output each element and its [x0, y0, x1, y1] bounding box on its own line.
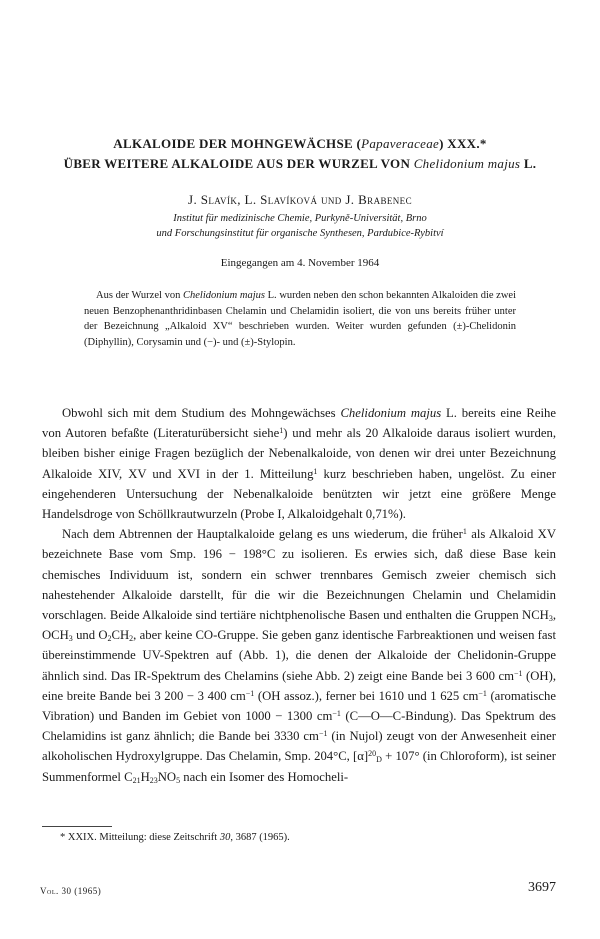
title-line-2: ÜBER WEITERE ALKALOIDE AUS DER WURZEL VON Chelidonium majus L.: [63, 156, 537, 171]
footnote-rule: [42, 826, 112, 827]
body-text: [42, 403, 556, 787]
abstract: Aus der Wurzel von Chelidonium majus L. wurden neben den schon bekannten Alkaloiden die zwei neuen Benzophenanthridinbasen Chelamin und Chelamidin isoliert, die von uns bereits früher unter der Bezeichnung „Alkaloid XV“ beschrieben wurden. Weiter wurden gefunden (±)-Chelidonin (Diphyllin), Corysamin und (−)- und (±)-Stylopin.: [84, 290, 516, 348]
paragraph-2: Nach dem Abtrennen der Hauptalkaloide gelang es uns wiederum, die früher$^1$ als Alkaloid XV bezeichnete Base vom Smp. 196 − 198°C zu isolieren. Es erwies sich, daß diese Base kein chemisches Individuum ist, sondern ein schwer trennbares Gemisch zweier chemisch sich nahestehender Alkaloide darstellt, für die wir die Bezeichnungen Chelamin und Chelamidin vorschlagen. Beide Alkaloide sind tertiäre nichtphenolische Basen und enthalten die Gruppen $NCH_3$, $OCH_3$ und $O_2CH_2$, aber keine CO-Gruppe. Sie geben ganz identische Farbreaktionen und weisen fast übereinstimmende UV-Spektren auf (Abb. 1), die denen der Alkaloide der Chelidonin-Gruppe ähnlich sind. Das IR-Spektrum des Chelamins (siehe Abb. 2) zeigt eine Bande bei 3 600 $cm^{-1}$ (OH), eine breite Bande bei 3 200 − 3 400 $cm^{-1}$ (OH assoz.), ferner bei 1610 und 1 625 $cm^{-1}$ (aromatische Vibration) und Banden im Gebiet von 1000 − 1300 $cm^{-1}$ (C—O—C-Bindung). Das Spektrum des Chelamidins ist ganz ähnlich; die Bande bei 3330 $cm^{-1}$ (in Nujol) zeugt von der Anwesenheit einer alkoholischen Hydroxylgruppe. Das Chelamin, Smp. 204°C, $[\alpha]^{20}_D + 107^\circ$ (in Chloroform), ist seiner Summenformel $C_{21}H_{23}NO_5$ nach ein Isomer des Homocheli-: [42, 527, 557, 785]
institution-2: und Forschungsinstitut für organische Synthesen, Pardubice-Rybitví: [156, 228, 444, 239]
journal-reference: Vol. 30 (1965): [40, 886, 102, 896]
institution-1: Institut für medizinische Chemie, Purkyně-Universität, Brno: [173, 213, 427, 224]
authors: J. Slavík, L. Slavíková und J. Brabenec: [188, 192, 412, 207]
footnote: * XXIX. Mitteilung: diese Zeitschrift 30, 3687 (1965).: [60, 832, 290, 843]
page-number: 3697: [528, 880, 556, 895]
paragraph-1: Obwohl sich mit dem Studium des Mohngewächses Chelidonium majus L. bereits eine Reihe von Autoren befaßte (Literaturübersicht siehe$^1$) und mehr als 20 Alkaloide daraus isoliert wurden, bleiben bisher einige Fragen bezüglich der Nebenalkaloide, von denen wir drei unter Bezeichnung Alkaloide XIV, XV und XVI in der 1. Mitteilung$^1$ kurz beschrieben haben, ungelöst. Zu einer eingehenderen Untersuchung der Nebenalkaloide benützten wir jetzt eine größere Menge Handelsdroge von Schöllkrautwurzeln (Probe I, Alkaloidgehalt 0,71%).: [42, 406, 556, 522]
title-line-1: ALKALOIDE DER MOHNGEWÄCHSE (Papaveraceae) XXX.*: [113, 136, 487, 151]
received-date: Eingegangen am 4. November 1964: [220, 257, 380, 269]
